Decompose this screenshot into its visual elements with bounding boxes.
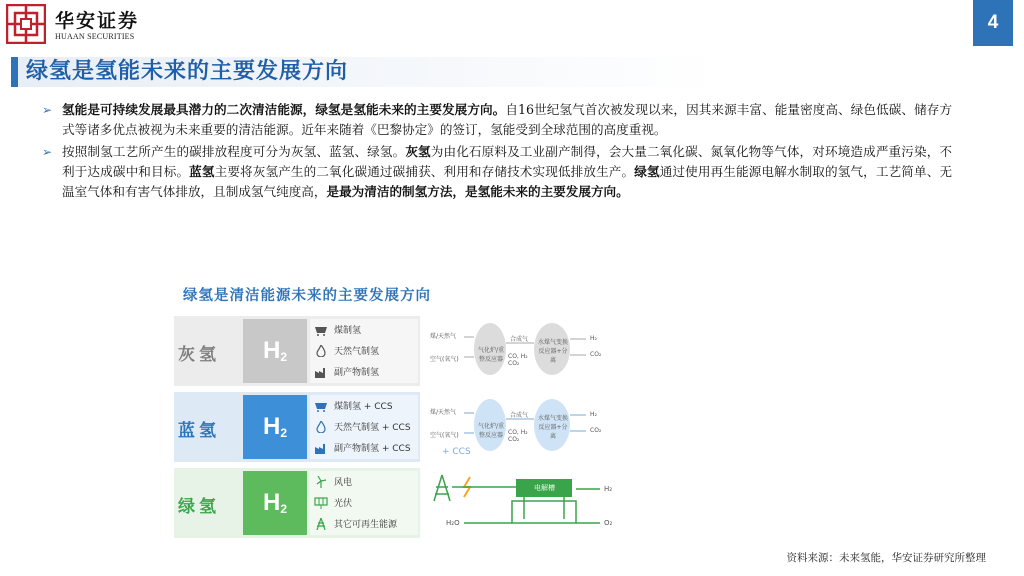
flow-label: 水煤气变换反应器+分离	[537, 415, 568, 440]
ccs-label: + CCS	[442, 447, 471, 457]
bullet-text: 通过使用再生能源电解水制取的氢气，工艺简单、无温室气体和有害气体排放，且制成氢气纯度高，	[62, 164, 953, 199]
flow-label: H₂	[604, 485, 613, 493]
bullet-bold-text: 氢能是可持续发展最具潜力的二次清洁能源，绿氢是氢能未来的主要发展方向。	[62, 102, 506, 117]
factory-icon	[314, 442, 328, 454]
flow-label: CO, H₂ CO₂	[508, 429, 528, 443]
method-label: 风电	[334, 478, 353, 488]
row-label-green: 绿氢	[178, 497, 220, 517]
method-item	[310, 513, 418, 534]
bullet-text: 为由化石原料及工业副产制得，会大量二氧化碳、氮氧化物等气体，对环境造成严重污染，不利于达成碳中和目标。	[62, 144, 953, 179]
bullet-list	[42, 100, 952, 204]
flow-label: 合成气	[510, 412, 529, 419]
solar-panel-icon	[314, 497, 328, 509]
methods-blue	[310, 395, 418, 459]
flow-label: 煤/天然气	[430, 333, 457, 340]
bullet-item	[42, 100, 952, 140]
method-label: 天然气制氢	[334, 347, 380, 357]
flow-label: 电解槽	[534, 484, 555, 492]
row-label-blue: 蓝氢	[178, 421, 220, 441]
bullet-text: 自16世纪氢气首次被发现以来，因其来源丰富、能量密度高、绿色低碳、储存方式等诸多优点被视为未来重要的清洁能源。近年来随着《巴黎协定》的签订，氢能受到全球范围的高度重视。	[62, 102, 953, 137]
method-label: 煤制氢	[334, 326, 362, 336]
factory-icon	[314, 366, 328, 378]
company-logo	[6, 4, 46, 44]
methods-green	[310, 471, 418, 535]
coal-cart-icon	[314, 400, 328, 412]
coal-cart-icon	[314, 324, 328, 336]
bullet-bold-text: 蓝氢	[189, 164, 215, 179]
green-process-flow	[424, 471, 624, 535]
method-label: 副产物制氢	[334, 368, 380, 378]
brand-name-cn: 华安证券	[55, 10, 140, 32]
method-label: 其它可再生能源	[334, 520, 398, 530]
flow-label: H₂	[590, 411, 597, 418]
h2-tile-grey: H 2	[243, 319, 307, 383]
flow-label: CO₂	[590, 351, 602, 358]
h2-tile-blue: H 2	[243, 395, 307, 459]
arrow-bullet-icon: ➢	[42, 145, 53, 159]
flow-label: H₂	[590, 335, 597, 342]
flow-label: 空气(氧气)	[430, 432, 459, 439]
method-label: 天然气制氢 + CCS	[334, 423, 411, 433]
flame-icon	[314, 421, 328, 433]
page-title: 绿氢是氢能未来的主要发展方向	[26, 59, 349, 84]
page-number: 4	[973, 0, 1013, 46]
bullet-bold-text: 灰氢	[405, 144, 431, 159]
method-label: 煤制氢 + CCS	[334, 402, 393, 412]
flow-label: H₂O	[446, 519, 460, 527]
figure-title: 绿氢是清洁能源未来的主要发展方向	[183, 288, 431, 304]
method-label: 副产物制氢 + CCS	[334, 444, 411, 454]
method-item	[310, 492, 418, 513]
bullet-bold-text: 绿氢	[634, 164, 660, 179]
method-label: 光伏	[334, 499, 353, 509]
bullet-bold-text: 是最为清洁的制氢方法，是氢能未来的主要发展方向。	[326, 184, 629, 199]
blue-process-flow	[424, 395, 624, 459]
row-label-grey: 灰氢	[178, 345, 220, 365]
flow-label: 气化炉/重整反应器	[477, 347, 505, 363]
wind-turbine-icon	[314, 476, 328, 488]
title-accent-bar	[11, 57, 18, 87]
method-item	[310, 340, 418, 361]
method-item	[310, 471, 418, 492]
method-item	[310, 416, 418, 437]
bullet-text: 主要将灰氢产生的二氧化碳通过碳捕获、利用和存储技术实现低排放生产。	[214, 164, 635, 179]
flow-label: 合成气	[510, 336, 529, 343]
flame-icon	[314, 345, 328, 357]
h2-tile-green: H 2	[243, 471, 307, 535]
grey-process-flow	[424, 319, 624, 383]
power-tower-icon	[314, 518, 328, 530]
method-item	[310, 395, 418, 416]
flow-label: 煤/天然气	[430, 409, 457, 416]
methods-grey	[310, 319, 418, 383]
method-item	[310, 437, 418, 458]
flow-label: 水煤气变换反应器+分离	[537, 339, 568, 364]
flow-label: O₂	[604, 519, 613, 527]
method-item	[310, 361, 418, 382]
flow-label: 空气(氧气)	[430, 356, 459, 363]
brand	[55, 6, 139, 41]
method-item	[310, 319, 418, 340]
bullet-text: 按照制氢工艺所产生的碳排放程度可分为灰氢、蓝氢、绿氢。	[62, 144, 406, 159]
brand-name-en: HUAAN SECURITIES	[55, 32, 135, 41]
flow-label: CO, H₂ CO₂	[508, 353, 528, 367]
hydrogen-types-figure	[174, 316, 628, 538]
flow-label: CO₂	[590, 427, 602, 434]
bullet-item	[42, 142, 952, 202]
arrow-bullet-icon: ➢	[42, 103, 53, 117]
flow-label: 气化炉/重整反应器	[477, 423, 505, 439]
source-note: 资料来源：未来氢能，华安证券研究所整理	[786, 552, 986, 564]
